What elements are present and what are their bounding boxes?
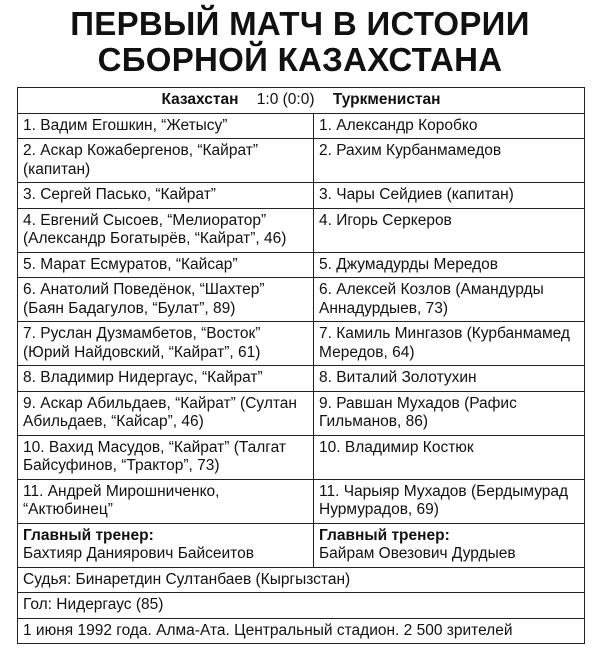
title-line-2: СБОРНОЙ КАЗАХСТАНА [97,41,503,78]
away-player-9: 9. Равшан Мухадов (Рафис Гильманов, 86) [314,391,585,435]
home-player-8: 8. Владимир Нидергаус, “Кайрат” [18,366,314,392]
away-coach-name: Байрам Овезович Дурдыев [319,545,516,562]
home-player-4: 4. Евгений Сысоев, “Мелиоратор” (Александр Богатырёв, “Кайрат”, 46) [18,208,314,252]
home-player-6: 6. Анатолий Поведёнок, “Шахтер” (Баян Бадагулов, “Булат”, 89) [18,278,314,322]
home-coach-name: Бахтияр Даниярович Байсеитов [23,545,254,562]
lineup-table [17,87,585,644]
home-player-11: 11. Андрей Мирошниченко, “Актюбинец” [18,479,314,523]
away-player-6: 6. Алексей Козлов (Амандурды Аннадурдыев, 73) [314,278,585,322]
home-player-1: 1. Вадим Егошкин, “Жетысу” [18,113,314,139]
table-row [18,278,585,322]
away-coach-label: Главный тренер: [319,526,450,544]
coaches-row [18,523,585,567]
away-player-7: 7. Камиль Мингазов (Курбанмамед Мередов, 64) [314,322,585,366]
away-coach-cell [314,523,585,567]
score-row [18,88,585,114]
home-player-2: 2. Аскар Кожабергенов, “Кайрат” (капитан) [18,139,314,183]
goal-row [18,593,585,619]
away-player-11: 11. Чарыяр Мухадов (Бердымурад Нурмурадов, 69) [314,479,585,523]
home-team: Казахстан [161,91,239,108]
home-coach-label: Главный тренер: [23,526,154,544]
away-player-10: 10. Владимир Костюк [314,435,585,479]
home-player-7: 7. Руслан Дузмамбетов, “Восток” (Юрий Найдовский, “Кайрат”, 61) [18,322,314,366]
table-row [18,252,585,278]
referee-cell: Судья: Бинаретдин Султанбаев (Кыргызстан) [18,567,585,593]
home-coach-cell [18,523,314,567]
title-line-1: ПЕРВЫЙ МАТЧ В ИСТОРИИ [70,5,530,42]
table-row [18,479,585,523]
table-row [18,183,585,209]
away-player-2: 2. Рахим Курбанмамедов [314,139,585,183]
referee-row [18,567,585,593]
goal-cell: Гол: Нидергаус (85) [18,593,585,619]
table-row [18,113,585,139]
away-player-1: 1. Александр Коробко [314,113,585,139]
table-row [18,139,585,183]
page-title [0,6,600,78]
venue-cell: 1 июня 1992 года. Алма-Ата. Центральный стадион. 2 500 зрителей [18,618,585,644]
match-score: 1:0 (0:0) [256,91,315,108]
table-row [18,366,585,392]
away-player-3: 3. Чары Сейдиев (капитан) [314,183,585,209]
away-player-4: 4. Игорь Серкеров [314,208,585,252]
home-player-9: 9. Аскар Абильдаев, “Кайрат” (Султан Абильдаев, “Кайсар”, 46) [18,391,314,435]
home-player-3: 3. Сергей Пасько, “Кайрат” [18,183,314,209]
table-row [18,322,585,366]
table-row [18,435,585,479]
score-cell [18,88,585,114]
away-player-5: 5. Джумадурды Мередов [314,252,585,278]
table-row [18,391,585,435]
away-player-8: 8. Виталий Золотухин [314,366,585,392]
table-row [18,208,585,252]
home-player-5: 5. Марат Есмуратов, “Кайсар” [18,252,314,278]
home-player-10: 10. Вахид Масудов, “Кайрат” (Талгат Байсуфинов, “Трактор”, 73) [18,435,314,479]
away-team: Туркменистан [332,91,441,108]
venue-row [18,618,585,644]
